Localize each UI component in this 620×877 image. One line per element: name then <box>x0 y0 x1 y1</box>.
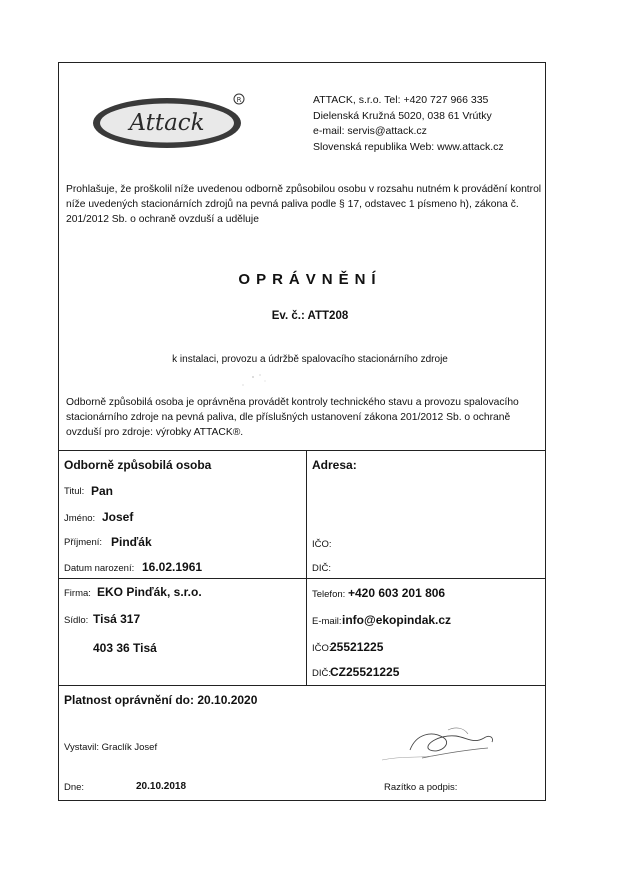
validity-text: Platnost oprávnění do: 20.10.2020 <box>64 693 258 707</box>
date-value: 20.10.2018 <box>136 781 187 792</box>
issued-by: Vystavil: Graclík Josef <box>64 742 158 753</box>
surname-label: Příjmení: <box>64 537 103 548</box>
email-value: info@ekopindak.cz <box>342 613 452 627</box>
table-top-border <box>58 450 546 451</box>
address-header: Adresa: <box>312 458 357 472</box>
logo-brand-text: Attack <box>129 110 205 136</box>
contact-dic-label: DIČ: <box>312 668 331 679</box>
table-divider-2 <box>58 685 546 686</box>
firm-label: Firma: <box>64 588 91 599</box>
company-line-3: e-mail: servis@attack.cz <box>313 125 427 137</box>
company-line-1: ATTACK, s.r.o. Tel: +420 727 966 335 <box>313 94 489 106</box>
contact-ico-value: 25521225 <box>330 640 384 654</box>
address-dic-label: DIČ: <box>312 563 331 574</box>
seat-label: Sídlo: <box>64 615 89 626</box>
company-line-4: Slovenská republika Web: www.attack.cz <box>313 140 504 153</box>
birth-label: Datum narození: <box>64 563 135 574</box>
date-label: Dne: <box>64 782 85 793</box>
registration-number: Ev. č.: ATT208 <box>271 310 349 322</box>
name-value: Josef <box>102 510 134 524</box>
company-line-2: Dielenská Kružná 5020, 038 61 Vrútky <box>313 109 492 122</box>
seat-value: Tisá 317 <box>93 612 141 626</box>
scan-speckles <box>205 365 285 395</box>
table-column-divider <box>306 450 307 685</box>
purpose-text: k instalaci, provozu a údržbě spalovacího stacionárního zdroje <box>172 354 448 365</box>
intro-text: Prohlašuje, že proškolil níže uvedenou odborně způsobilou osobu v rozsahu nutném k provádění kontrol níže uvedených stacionárních zdrojů na pevná paliva podle § 17, odstavec 1 písmeno h), zákona č. 201/2012 Sb. o ochraně ovzduší a uděluje <box>66 184 542 225</box>
person-header: Odborně způsobilá osoba <box>64 458 212 472</box>
title-value: Pan <box>91 484 114 498</box>
address-ico-label: IČO: <box>312 539 332 550</box>
email-label: E-mail: <box>312 616 342 627</box>
firm-value: EKO Pinďák, s.r.o. <box>97 585 202 599</box>
birth-value: 16.02.1961 <box>142 560 203 574</box>
phone-value: +420 603 201 806 <box>348 586 446 600</box>
svg-text:R: R <box>236 96 242 104</box>
page-title: OPRÁVNĚNÍ <box>238 271 382 288</box>
name-label: Jméno: <box>64 513 96 524</box>
signature <box>352 720 502 766</box>
stamp-label: Razítko a podpis: <box>384 782 458 793</box>
contact-ico-label: IČO: <box>312 643 332 654</box>
phone-label: Telefon: <box>312 589 346 600</box>
city-value: 403 36 Tisá <box>93 641 157 655</box>
description-text: Odborně způsobilá osoba je oprávněna provádět kontroly technického stavu a provozu spalovacího stacionárního zdroje na pevná paliva, dle příslušných ustanovení zákona 201/2012 Sb. o ochraně ovzduší pro zdroje: výrobky ATTACK®. <box>66 397 519 438</box>
table-divider-1 <box>58 578 546 579</box>
surname-value: Pinďák <box>111 535 152 549</box>
contact-dic-value: CZ25521225 <box>330 665 400 679</box>
title-label: Titul: <box>64 486 85 497</box>
